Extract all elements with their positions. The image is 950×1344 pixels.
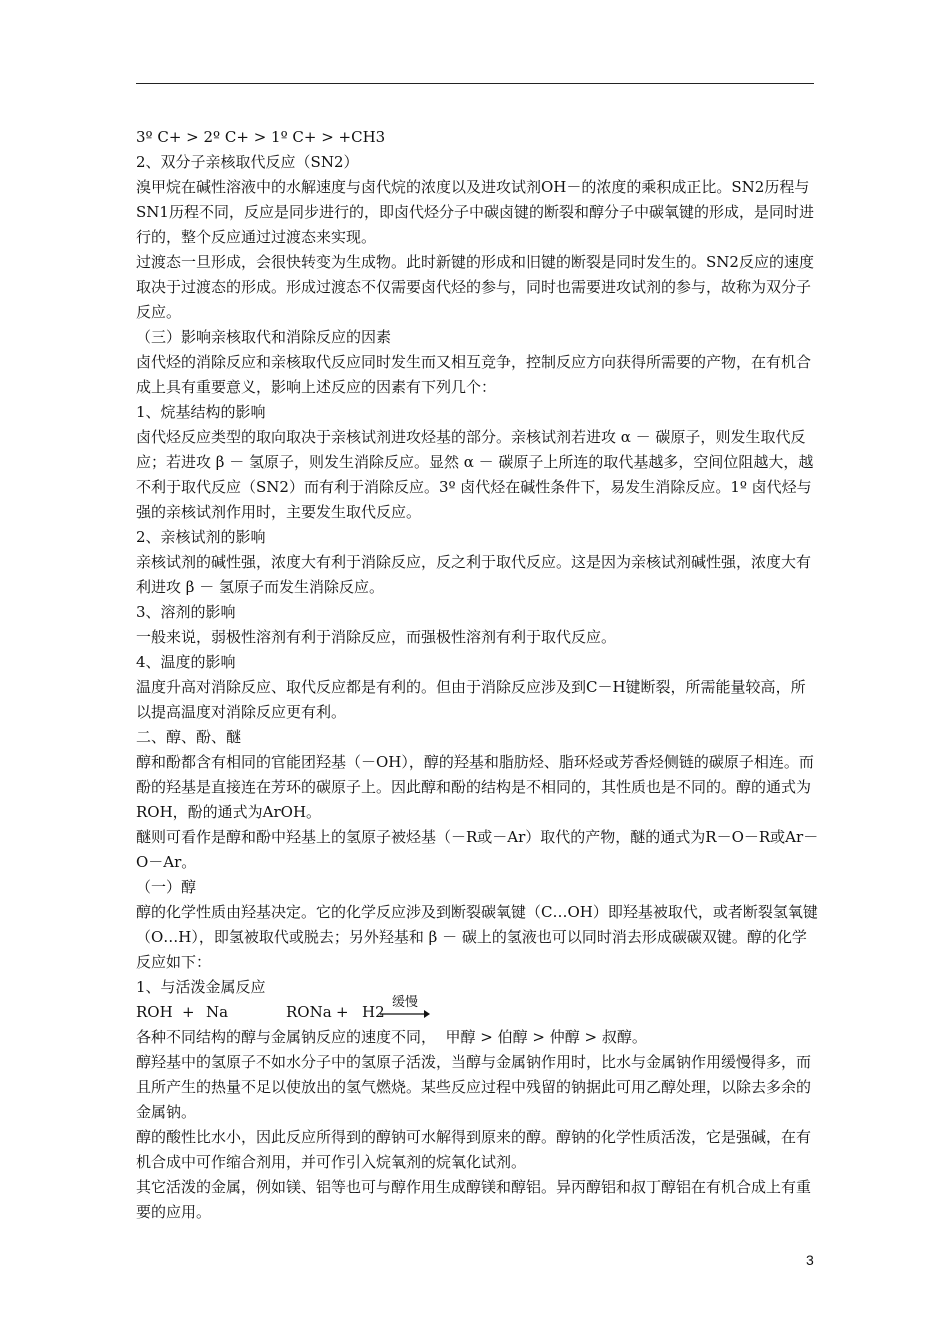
plus-sign: + bbox=[182, 1003, 195, 1021]
reaction-equation bbox=[136, 995, 820, 1025]
paragraph: 醚则可看作是醇和酚中羟基上的氢原子被烃基（－R或－Ar）取代的产物，醚的通式为R－O－R或Ar－O－Ar。 bbox=[136, 828, 819, 871]
heading: （三）影响亲核取代和消除反应的因素 bbox=[136, 328, 392, 346]
paragraph: 其它活泼的金属，例如镁、铝等也可与醇作用生成醇镁和醇铝。异丙醇铝和叔丁醇铝在有机合成上有重要的应用。 bbox=[136, 1178, 812, 1221]
header-rule bbox=[136, 83, 814, 84]
heading: 1、与活泼金属反应 bbox=[136, 978, 266, 996]
heading: 2、亲核试剂的影响 bbox=[136, 528, 266, 546]
product-rona: RONa bbox=[286, 1003, 332, 1021]
paragraph: 醇和酚都含有相同的官能团羟基（－OH），醇的羟基和脂肪烃、脂环烃或芳香烃侧链的碳原子相连。而酚的羟基是直接连在芳环的碳原子上。因此醇和酚的结构是不相同的，其性质也是不同的。醇的通式为ROH，酚的通式为ArOH。 bbox=[136, 753, 814, 821]
paragraph: 3º C+ > 2º C+ > 1º C+ > +CH3 bbox=[136, 128, 386, 146]
heading: 3、溶剂的影响 bbox=[136, 603, 236, 621]
reaction-arrow bbox=[380, 996, 440, 1026]
section-heading: 二、醇、酚、醚 bbox=[136, 728, 242, 746]
paragraph: 过渡态一旦形成，会很快转变为生成物。此时新键的形成和旧键的断裂是同时发生的。SN2反应的速度取决于过渡态的形成。形成过渡态不仅需要卤代烃的参与，同时也需要进攻试剂的参与，故称为双分子反应。 bbox=[136, 253, 814, 321]
heading: 1、烷基结构的影响 bbox=[136, 403, 266, 421]
page-number: 3 bbox=[806, 1252, 814, 1268]
paragraph: 亲核试剂的碱性强，浓度大有利于消除反应，反之利于取代反应。这是因为亲核试剂碱性强，浓度大有利进攻 β － 氢原子而发生消除反应。 bbox=[136, 553, 812, 596]
heading: （一）醇 bbox=[136, 878, 197, 896]
paragraph: 卤代烃的消除反应和亲核取代反应同时发生而又相互竞争，控制反应方向获得所需要的产物，在有机合成上具有重要意义，影响上述反应的因素有下列几个： bbox=[136, 353, 812, 396]
plus-sign: + bbox=[336, 1003, 349, 1021]
paragraph: 醇的化学性质由羟基决定。它的化学反应涉及到断裂碳氧键（C…OH）即羟基被取代，或者断裂氢氧键（O…H），即氢被取代或脱去；另外羟基和 β － 碳上的氢液也可以同时消去形成碳碳双键。醇的化学反应如下： bbox=[136, 903, 818, 971]
product-h2: H2 bbox=[362, 1003, 385, 1021]
paragraph: 温度升高对消除反应、取代反应都是有利的。但由于消除反应涉及到C－H键断裂，所需能量较高，所以提高温度对消除反应更有利。 bbox=[136, 678, 806, 721]
paragraph: 各种不同结构的醇与金属钠反应的速度不同， 甲醇 > 伯醇 > 仲醇 > 叔醇。 bbox=[136, 1028, 647, 1046]
reactant-na: Na bbox=[206, 1003, 229, 1021]
paragraph: 溴甲烷在碱性溶液中的水解速度与卤代烷的浓度以及进攻试剂OH－的浓度的乘积成正比。SN2历程与SN1历程不同，反应是同步进行的，即卤代烃分子中碳卤键的断裂和醇分子中碳氧键的形成，是同时进行的，整个反应通过过渡态来实现。 bbox=[136, 178, 814, 246]
heading: 2、双分子亲核取代反应（SN2） bbox=[136, 153, 359, 171]
paragraph: 卤代烃反应类型的取向取决于亲核试剂进攻烃基的部分。亲核试剂若进攻 α － 碳原子，则发生取代反应；若进攻 β － 氢原子，则发生消除反应。显然 α － 碳原子上所连的取代基越多，空间位阻越大，越不利于取代反应（SN2）而有利于消除反应。3º 卤代烃在碱性条件下，易发生消除反应。1º 卤代烃与强的亲核试剂作用时，主要发生取代反应。 bbox=[136, 428, 814, 521]
reactant-roh: ROH bbox=[136, 1003, 173, 1021]
right-arrow-icon bbox=[380, 1009, 430, 1019]
page-body bbox=[136, 125, 820, 1225]
arrow-label: 缓慢 bbox=[392, 995, 419, 1010]
heading: 4、温度的影响 bbox=[136, 653, 236, 671]
paragraph: 一般来说，弱极性溶剂有利于消除反应，而强极性溶剂有利于取代反应。 bbox=[136, 628, 617, 646]
paragraph: 醇羟基中的氢原子不如水分子中的氢原子活泼，当醇与金属钠作用时，比水与金属钠作用缓慢得多，而且所产生的热量不足以使放出的氢气燃烧。某些反应过程中残留的钠据此可用乙醇处理，以除去多余的金属钠。 bbox=[136, 1053, 812, 1121]
paragraph: 醇的酸性比水小，因此反应所得到的醇钠可水解得到原来的醇。醇钠的化学性质活泼，它是强碱，在有机合成中可作缩合剂用，并可作引入烷氧剂的烷氧化试剂。 bbox=[136, 1128, 812, 1171]
